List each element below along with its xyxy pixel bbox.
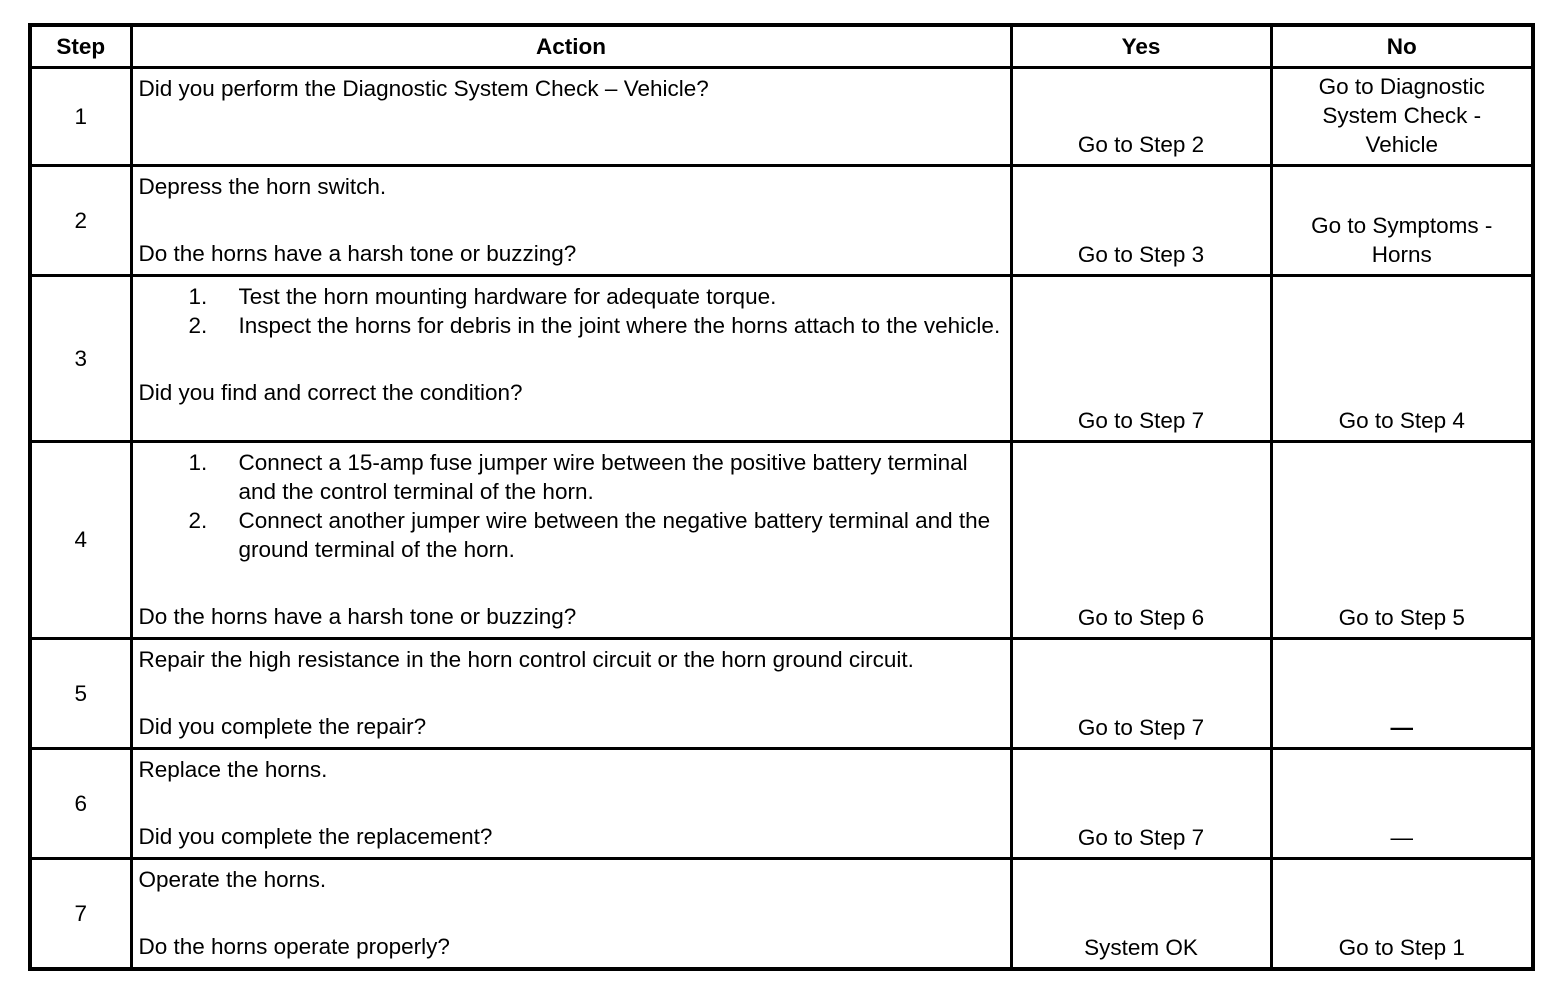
action-instruction: Depress the horn switch. [138,173,387,199]
action-cell [131,638,1011,748]
substep-number: 1. [188,283,208,309]
no-result: Go to Step 4 [1271,275,1533,441]
action-question: Did you complete the repair? [138,713,427,739]
no-result: Go to Step 5 [1271,441,1533,638]
yes-result: Go to Step 3 [1011,165,1271,275]
no-result: — [1271,748,1533,858]
action-instruction: Repair the high resistance in the horn control circuit or the horn ground circuit. [138,646,914,672]
action-question: Did you find and correct the condition? [138,379,523,405]
action-cell [131,858,1011,969]
substep-item [139,311,1004,340]
table-row [30,748,1533,858]
yes-result: System OK [1011,858,1271,969]
table-row [30,441,1533,638]
action-cell [131,165,1011,275]
substep-number: 2. [188,507,208,533]
header-action: Action [131,25,1011,67]
table-row [30,67,1533,165]
no-result: Go to Symptoms - Horns [1271,165,1533,275]
table-header-row [30,25,1533,67]
step-number: 5 [30,638,131,748]
action-instruction: Operate the horns. [138,866,327,892]
header-step: Step [30,25,131,67]
action-cell [131,67,1011,165]
substep-list [139,448,1004,564]
substep-item [139,448,1004,506]
table-row [30,858,1533,969]
no-result: Go to Step 1 [1271,858,1533,969]
yes-result: Go to Step 6 [1011,441,1271,638]
no-result: Go to Diagnostic System Check - Vehicle [1271,67,1533,165]
action-question: Do the horns operate properly? [138,933,450,959]
header-no: No [1271,25,1533,67]
substep-text: Inspect the horns for debris in the joint where the horns attach to the vehicle. [238,312,1001,338]
substep-text: Test the horn mounting hardware for adequate torque. [238,283,777,309]
step-number: 7 [30,858,131,969]
substep-text: Connect a 15-amp fuse jumper wire between the positive battery terminal and the control terminal of the horn. [238,449,968,504]
substep-list [139,282,1004,340]
action-cell [131,275,1011,441]
yes-result: Go to Step 7 [1011,638,1271,748]
action-question: Do the horns have a harsh tone or buzzing? [138,603,577,629]
step-number: 6 [30,748,131,858]
header-yes: Yes [1011,25,1271,67]
substep-number: 2. [188,312,208,338]
table-row [30,165,1533,275]
step-number: 3 [30,275,131,441]
table-row [30,638,1533,748]
no-result: — [1271,638,1533,748]
substep-text: Connect another jumper wire between the negative battery terminal and the ground terminal of the horn. [238,507,991,562]
action-question: Do the horns have a harsh tone or buzzing? [138,240,577,266]
action-instruction: Replace the horns. [138,756,328,782]
action-instruction: Did you perform the Diagnostic System Check – Vehicle? [138,75,709,101]
action-cell [131,748,1011,858]
substep-item [139,506,1004,564]
action-cell [131,441,1011,638]
action-question: Did you complete the replacement? [138,823,493,849]
substep-number: 1. [188,449,208,475]
diagnostic-table-container [28,23,1535,971]
yes-result: Go to Step 7 [1011,748,1271,858]
table-row [30,275,1533,441]
step-number: 2 [30,165,131,275]
substep-item [139,282,1004,311]
step-number: 4 [30,441,131,638]
yes-result: Go to Step 2 [1011,67,1271,165]
yes-result: Go to Step 7 [1011,275,1271,441]
step-number: 1 [30,67,131,165]
diagnostic-table [28,23,1535,971]
